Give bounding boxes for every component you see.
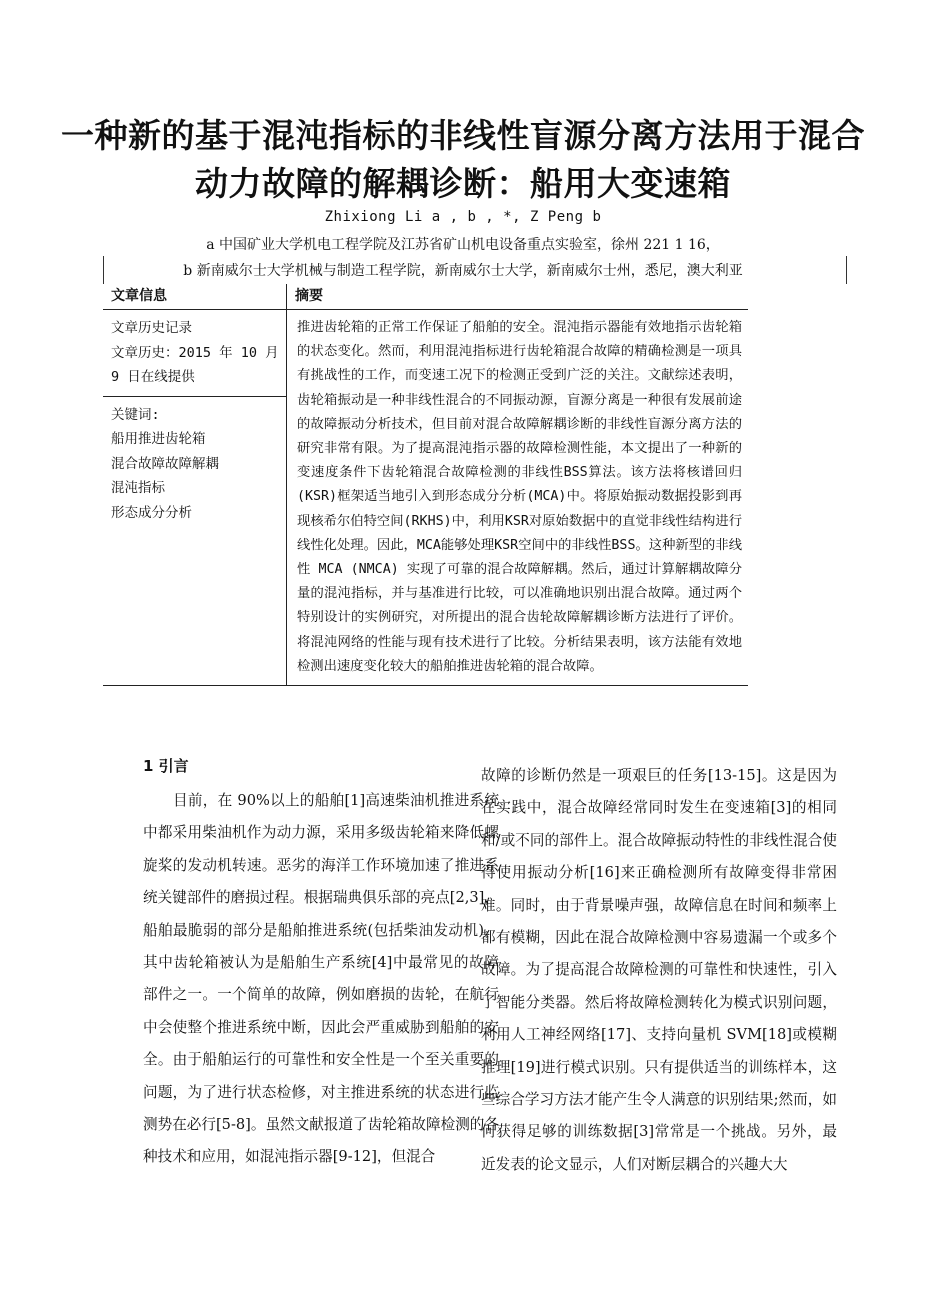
rule-left-tick — [103, 256, 104, 284]
body-paragraph: 故障的诊断仍然是一项艰巨的任务[13-15]。这是因为在实践中，混合故障经常同时发生在变速箱[3]的相同和/或不同的部件上。混合故障振动特性的非线性混合使得使用振动分析[16]来正确检测所有故障变得非常困难。同时，由于背景噪声强，故障信息在时间和频率上都有模糊，因此在混合故障检测中容易遗漏一个或多个故障。为了提高混合故障检测的可靠性和快速性，引入了智能分类器。然后将故障检测转化为模式识别问题，利用人工神经网络[17]、支持向量机 SVM[18]或模糊推理[19]进行模式识别。只有提供适当的训练样本，这些综合学习方法才能产生令人满意的识别结果;然而，如何获得足够的训练数据[3]常常是一个挑战。另外，最近发表的论文显示，人们对断层耦合的兴趣大大 — [481, 767, 837, 1173]
affiliation-a: a 中国矿业大学机电工程学院及江苏省矿山机电设备重点实验室，徐州 221 1 16， — [206, 237, 720, 253]
abstract-heading: 摘要 — [287, 284, 749, 310]
keyword-item: 形态成分分析 — [111, 504, 192, 521]
author-list: Zhixiong Li a , b , *, Z Peng b — [324, 209, 602, 225]
body-column-left — [143, 785, 499, 1174]
history-text: 文章历史：2015 年 10 月 9 日在线提供 — [111, 344, 279, 385]
abstract-text: 推进齿轮箱的正常工作保证了船舶的安全。混沌指示器能有效地指示齿轮箱的状态变化。然而，利用混沌指标进行齿轮箱混合故障的精确检测是一项具有挑战性的工作，而变速工况下的检测正受到广泛的关注。文献综述表明，齿轮箱振动是一种非线性混合的不同振动源，盲源分离是一种很有发展前途的故障振动分析技术，但目前对混合故障解耦诊断的非线性盲源分离方法的研究非常有限。为了提高混沌指示器的故障检测性能，本文提出了一种新的变速度条件下齿轮箱混合故障检测的非线性BSS算法。该方法将核谱回归(KSR)框架适当地引入到形态成分分析(MCA)中。将原始振动数据投影到再现核希尔伯特空间(RKHS)中，利用KSR对原始数据中的直觉非线性结构进行线性化处理。因此，MCA能够处理KSR空间中的非线性BSS。这种新型的非线性 MCA (NMCA) 实现了可靠的混合故障解耦。然后，通过计算解耦故障分量的混沌指标，并与基准进行比较，可以准确地识别出混合故障。通过两个特别设计的实例研究，对所提出的混合齿轮故障解耦诊断方法进行了评价。将混沌网络的性能与现有技术进行了比较。分析结果表明，该方法能有效地检测出速度变化较大的船舶推进齿轮箱的混合故障。 — [297, 320, 742, 674]
article-info-heading: 文章信息 — [103, 284, 287, 310]
rule-right-tick — [846, 256, 847, 284]
keyword-item: 船用推进齿轮箱 — [111, 431, 206, 447]
history-label: 文章历史记录 — [111, 320, 192, 336]
article-info-table — [103, 284, 748, 686]
keyword-item: 混合故障故障解耦 — [111, 455, 219, 472]
page-title: 一种新的基于混沌指标的非线性盲源分离方法用于混合动力故障的解耦诊断：船用大变速箱 — [61, 116, 865, 203]
abstract-panel — [287, 310, 749, 686]
section-heading-introduction: 1 引言 — [143, 757, 189, 775]
keyword-item: 混沌指标 — [111, 480, 165, 496]
keywords-label: 关键词: — [111, 406, 160, 423]
history-block — [103, 310, 286, 397]
affiliation-b: b 新南威尔士大学机械与制造工程学院，新南威尔士大学，新南威尔士州，悉尼，澳大利亚 — [183, 263, 743, 279]
body-column-right — [481, 760, 837, 1181]
keywords-block — [103, 397, 286, 532]
body-paragraph: 目前，在 90%以上的船舶[1]高速柴油机推进系统中都采用柴油机作为动力源，采用多级齿轮箱来降低螺旋桨的发动机转速。恶劣的海洋工作环境加速了推进系统关键部件的磨损过程。根据瑞典俱乐部的亮点[2,3]，船舶最脆弱的部分是船舶推进系统(包括柴油发动机)，其中齿轮箱被认为是船舶生产系统[4]中最常见的故障部件之一。一个简单的故障，例如磨损的齿轮，在航行中会使整个推进系统中断，因此会严重威胁到船舶的安全。由于船舶运行的可靠性和安全性是一个至关重要的问题，为了进行状态检修，对主推进系统的状态进行监测势在必行[5-8]。虽然文献报道了齿轮箱故障检测的各种技术和应用，如混沌指示器[9-12]，但混合 — [143, 792, 499, 1166]
article-info-panel — [103, 310, 287, 686]
